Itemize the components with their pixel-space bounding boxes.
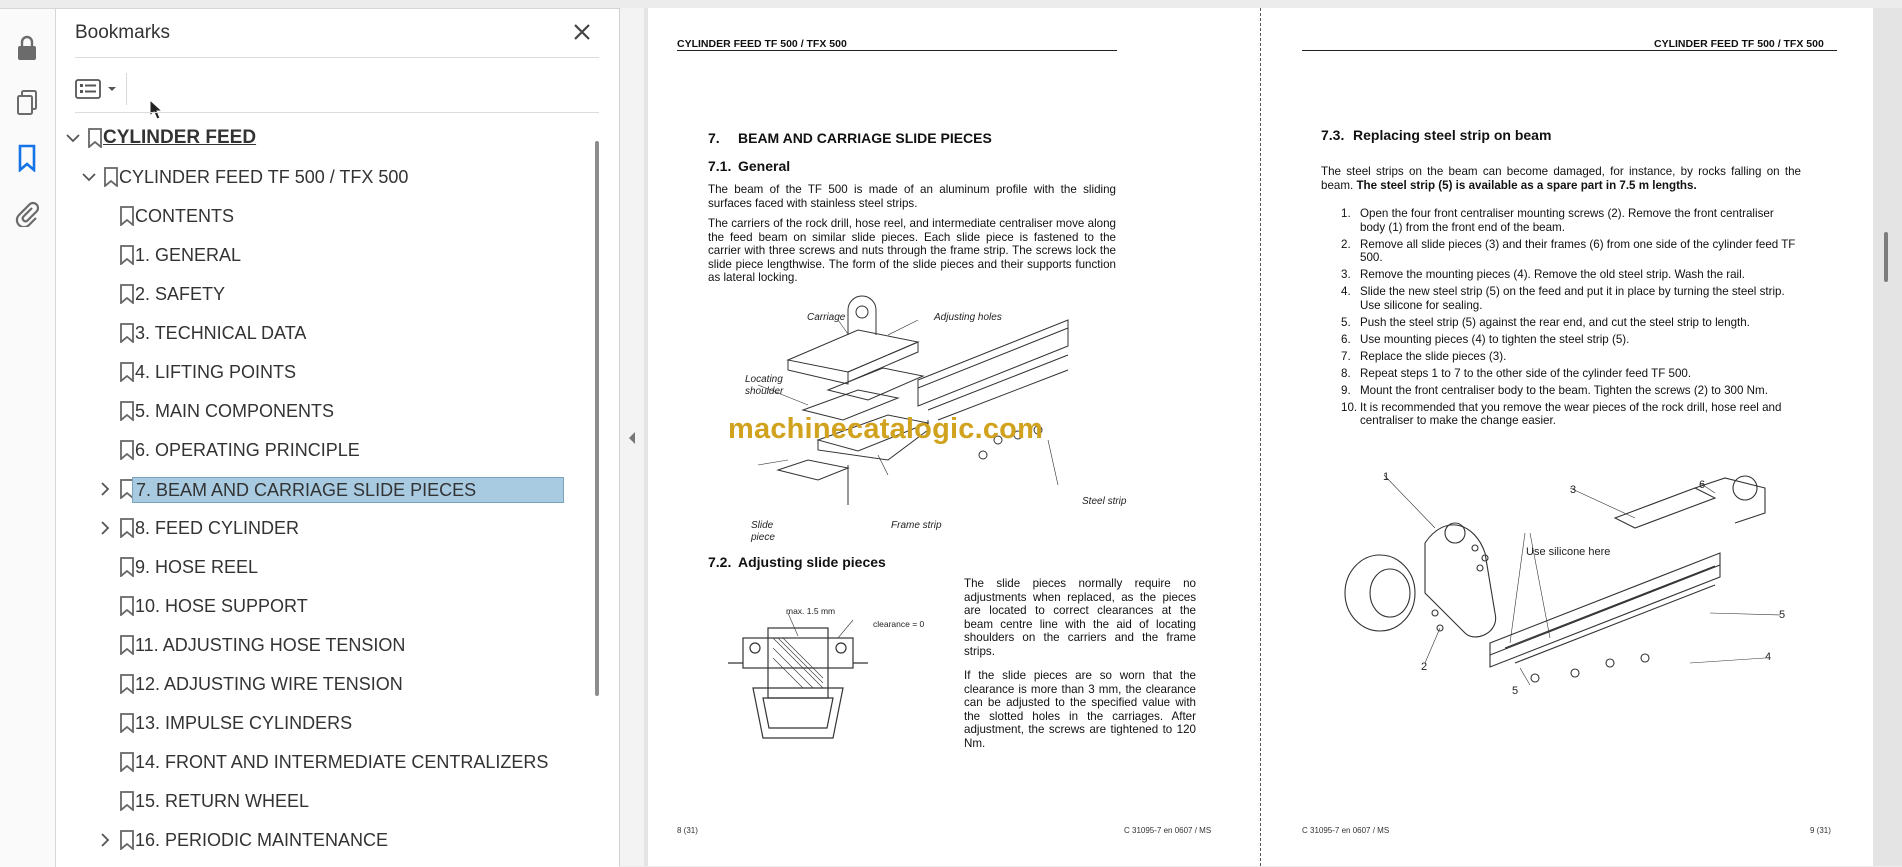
step-text: Mount the front centraliser body to the beam. Tighten the screws (2) to 300 Nm.	[1360, 383, 1768, 397]
page-footer-number: 8 (31)	[677, 826, 698, 835]
figure-label: Use silicone here	[1526, 546, 1611, 558]
bookmark-label: 10. HOSE SUPPORT	[135, 596, 308, 616]
watermark: machinecatalogic.com	[728, 413, 1044, 445]
bookmark-item[interactable]	[56, 161, 596, 193]
divider	[126, 73, 127, 105]
bookmarks-panel	[56, 8, 619, 867]
paragraph: The carriers of the rock drill, hose reel, and intermediate centraliser move along the feed beam on similar slide pieces. Each slide piece is fastened to the carrier with three screws and nuts through the frame strip. The screws lock the slide piece lengthwise. The form of the slide pieces and their supports function as lateral locking.	[708, 217, 1116, 285]
bookmark-item[interactable]	[56, 200, 596, 232]
bookmark-icon[interactable]	[10, 141, 44, 175]
header-rule	[1302, 50, 1837, 51]
figure-label: Locating	[745, 374, 783, 385]
figure-label: 2	[1421, 661, 1428, 673]
slide-pieces-diagram	[718, 290, 1078, 520]
bookmark-label: 7. BEAM AND CARRIAGE SLIDE PIECES	[132, 477, 564, 503]
subsection-number: 7.1.	[708, 158, 732, 174]
lock-icon[interactable]	[10, 31, 44, 65]
figure-label: Carriage	[807, 312, 846, 323]
step-item	[1321, 367, 1801, 381]
step-text: It is recommended that you remove the wear pieces of the rock drill, hose reel and centraliser to make the change easier.	[1360, 400, 1782, 428]
step-number: 7.	[1341, 349, 1351, 363]
attachment-icon[interactable]	[10, 196, 44, 230]
step-item	[1321, 350, 1801, 364]
step-item	[1321, 384, 1801, 398]
bookmark-item[interactable]	[56, 278, 596, 310]
step-text: Repeat steps 1 to 7 to the other side of the cylinder feed TF 500.	[1360, 366, 1692, 380]
step-number: 3.	[1341, 268, 1351, 282]
bookmark-label: 1. GENERAL	[135, 245, 242, 265]
bookmark-label: 16. PERIODIC MAINTENANCE	[135, 830, 389, 850]
page-8	[648, 8, 1262, 866]
bookmark-item[interactable]	[56, 473, 596, 505]
step-number: 4.	[1341, 285, 1351, 299]
step-number: 1.	[1341, 207, 1351, 220]
step-number: 2.	[1341, 237, 1351, 251]
list-options-icon	[75, 78, 101, 100]
numbered-steps	[1321, 207, 1801, 431]
figure-label: 3	[1570, 484, 1577, 496]
figure-label: Steel strip	[1082, 496, 1127, 507]
figure-label: 6	[1699, 479, 1706, 491]
page-9	[1260, 8, 1873, 866]
bookmark-item[interactable]	[56, 590, 596, 622]
step-number: 6.	[1341, 332, 1351, 346]
bookmark-label: 13. IMPULSE CYLINDERS	[135, 713, 353, 733]
bookmark-label: CYLINDER FEED	[103, 127, 257, 148]
chevron-right-icon[interactable]	[97, 481, 113, 497]
figure-label: Adjusting holes	[934, 312, 1002, 323]
step-text: Open the four front centraliser mounting screws (2). Remove the front centraliser body (1) from the front end of the beam.	[1360, 207, 1774, 234]
page-footer-doc-id: C 31095-7 en 0607 / MS	[1124, 826, 1212, 835]
step-text: Remove all slide pieces (3) and their frames (6) from one side of the cylinder feed TF 500.	[1360, 237, 1796, 265]
bookmark-item[interactable]	[56, 746, 596, 778]
step-item	[1321, 238, 1801, 265]
figure-label: Slide	[751, 520, 774, 531]
page-divider	[1260, 8, 1261, 866]
paragraph	[1321, 165, 1801, 192]
step-item	[1321, 207, 1801, 234]
paragraph: The beam of the TF 500 is made of an aluminum profile with the sliding surfaces faced with stainless steel strips.	[708, 183, 1116, 210]
bookmark-item[interactable]	[56, 512, 596, 544]
page-header: CYLINDER FEED TF 500 / TFX 500	[677, 38, 847, 50]
chevron-right-icon[interactable]	[97, 520, 113, 536]
figure-label: 5	[1512, 685, 1519, 697]
bookmark-label: 11. ADJUSTING HOSE TENSION	[135, 635, 406, 655]
step-item	[1321, 333, 1801, 347]
paragraph: If the slide pieces are so worn that the clearance is more than 3 mm, the clearance can be adjusted to the specified value with the slotted holes in the carriages. After adjustment, the screws are tightened to 120 Nm.	[964, 669, 1196, 750]
figure-label: 1	[1383, 471, 1390, 483]
chevron-down-icon[interactable]	[65, 130, 81, 146]
subsection-title: Adjusting slide pieces	[738, 554, 886, 570]
bookmark-label: CYLINDER FEED TF 500 / TFX 500	[119, 167, 409, 187]
bookmark-item[interactable]	[56, 317, 596, 349]
document-view[interactable]	[644, 8, 1902, 866]
subsection-title: General	[738, 158, 791, 174]
section-title: BEAM AND CARRIAGE SLIDE PIECES	[738, 130, 992, 146]
navigation-rail	[0, 8, 56, 867]
bookmark-item[interactable]	[56, 785, 596, 817]
bookmark-label: 14. FRONT AND INTERMEDIATE CENTRALIZERS	[135, 752, 549, 772]
step-item	[1321, 401, 1801, 428]
subsection-title: Replacing steel strip on beam	[1353, 127, 1552, 143]
chevron-down-icon[interactable]	[81, 169, 97, 185]
bookmark-item[interactable]	[56, 122, 596, 154]
bookmark-item[interactable]	[56, 395, 596, 427]
collapse-panel-icon[interactable]	[627, 430, 637, 451]
step-number: 10.	[1341, 400, 1358, 414]
figure-label: shoulder	[745, 386, 784, 397]
bookmark-item[interactable]	[56, 239, 596, 271]
bookmark-label: 5. MAIN COMPONENTS	[135, 401, 335, 421]
bookmark-item[interactable]	[56, 707, 596, 739]
paragraph-bold-text: The steel strip (5) is available as a spare part in 7.5 m lengths.	[1356, 178, 1697, 192]
step-text: Use mounting pieces (4) to tighten the steel strip (5).	[1360, 332, 1630, 346]
pages-icon[interactable]	[10, 86, 44, 120]
step-item	[1321, 268, 1801, 282]
clearance-diagram	[723, 608, 873, 758]
close-icon[interactable]	[569, 19, 595, 45]
bookmark-item[interactable]	[56, 356, 596, 388]
figure-label: max. 1.5 mm	[786, 606, 836, 616]
bookmark-item[interactable]	[56, 824, 596, 856]
step-text: Slide the new steel strip (5) on the feed and put it in place by turning the steel strip. Use silicone for sealing.	[1360, 285, 1785, 312]
bookmark-label: 8. FEED CYLINDER	[135, 518, 300, 538]
page-footer-number: 9 (31)	[1810, 826, 1831, 835]
step-text: Push the steel strip (5) against the rear end, and cut the steel strip to length.	[1360, 315, 1750, 329]
bookmark-item[interactable]	[56, 668, 596, 700]
page-header: CYLINDER FEED TF 500 / TFX 500	[1654, 38, 1824, 50]
step-text: Remove the mounting pieces (4). Remove the old steel strip. Wash the rail.	[1360, 268, 1745, 282]
figure-label: clearance = 0	[873, 619, 925, 629]
bookmark-label: 6. OPERATING PRINCIPLE	[135, 440, 360, 460]
document-scrollbar[interactable]	[1884, 232, 1888, 282]
step-item	[1321, 316, 1801, 330]
header-rule	[677, 50, 1117, 51]
bookmark-label: 9. HOSE REEL	[135, 557, 259, 577]
steel-strip-diagram	[1325, 463, 1805, 698]
paragraph-text: The steel strips on the beam can become damaged, for instance, by rocks falling on the beam.	[1321, 165, 1801, 192]
divider	[75, 112, 599, 113]
step-text: Replace the slide pieces (3).	[1360, 349, 1507, 363]
chevron-right-icon[interactable]	[97, 832, 113, 848]
bookmark-label: 2. SAFETY	[135, 284, 226, 304]
step-item	[1321, 285, 1801, 312]
figure-label: Frame strip	[891, 520, 942, 531]
bookmark-item[interactable]	[56, 434, 596, 466]
bookmarks-title: Bookmarks	[75, 22, 171, 43]
paragraph: The slide pieces normally require no adjustments when replaced, as the pieces are located to correct clearances at the beam centre line with the aid of locating shoulders on the carriers and the frame strips.	[964, 577, 1196, 658]
figure-label: piece	[751, 532, 775, 543]
panel-splitter[interactable]	[619, 8, 645, 866]
page-footer-doc-id: C 31095-7 en 0607 / MS	[1302, 826, 1390, 835]
figure-label: 5	[1779, 609, 1786, 621]
step-number: 9.	[1341, 383, 1351, 397]
bookmark-label: 3. TECHNICAL DATA	[135, 323, 307, 343]
figure-label: 4	[1765, 651, 1772, 663]
subsection-number: 7.2.	[708, 554, 732, 570]
bookmark-options-button[interactable]	[75, 73, 123, 105]
bookmark-label: 12. ADJUSTING WIRE TENSION	[135, 674, 403, 694]
bookmark-label: 4. LIFTING POINTS	[135, 362, 297, 382]
chevron-down-icon	[107, 85, 117, 93]
bookmark-item[interactable]	[56, 551, 596, 583]
bookmark-item[interactable]	[56, 629, 596, 661]
section-number: 7.	[708, 130, 720, 146]
bookmark-label: 15. RETURN WHEEL	[135, 791, 310, 811]
step-number: 5.	[1341, 315, 1351, 329]
bookmark-label: CONTENTS	[135, 206, 234, 226]
divider	[75, 57, 599, 58]
bookmarks-scrollbar[interactable]	[595, 141, 599, 696]
subsection-number: 7.3.	[1321, 127, 1345, 143]
step-number: 8.	[1341, 366, 1351, 380]
